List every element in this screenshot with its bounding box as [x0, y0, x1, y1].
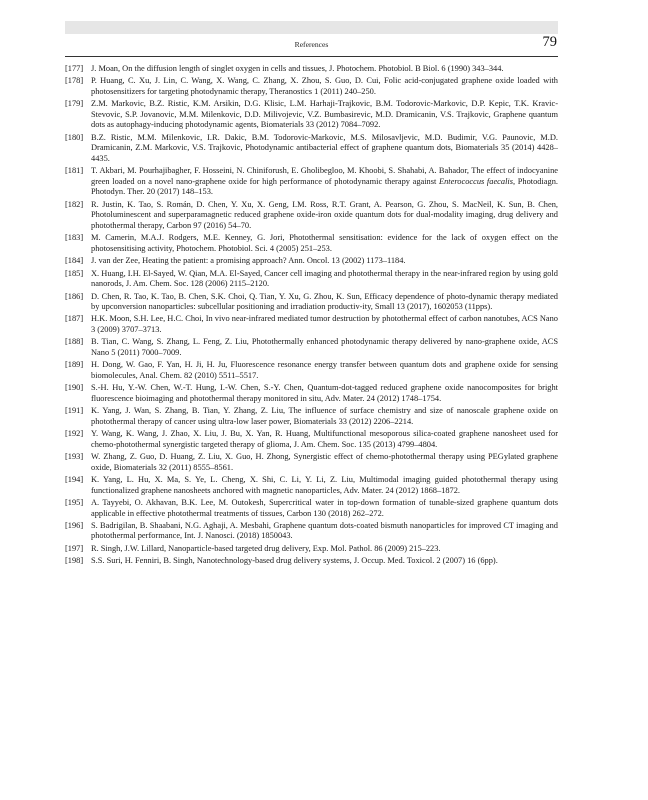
reference-number: [185]	[65, 268, 84, 278]
reference-text: D. Chen, R. Tao, K. Tao, B. Chen, S.K. Choi, Q. Tian, Y. Xu, G. Zhou, K. Sun, Efficacy dependence of photo-dynamic therapy mediated by upconversion nanoparticles: subcellular positioning and irradiation productiv-ity, Small 13 (2017), 1602053 (11pps).	[91, 291, 558, 312]
reference-text: B. Tian, C. Wang, S. Zhang, L. Feng, Z. Liu, Photothermally enhanced photodynamic therapy delivered by nano-graphene oxide, ACS Nano 5 (2011) 7000–7009.	[91, 337, 558, 357]
reference-text: J. van der Zee, Heating the patient: a promising approach? Ann. Oncol. 13 (2002) 1173–1184.	[91, 256, 406, 266]
reference-text: K. Yang, L. Hu, X. Ma, S. Ye, L. Cheng, X. Shi, C. Li, Y. Li, Z. Liu, Multimodal imaging guided photothermal therapy using functionalized graphene nanosheets anchored with magnetic nanoparticles, Adv. Mater. 24 (2012) 1868–1872.	[91, 475, 558, 495]
reference-text: W. Zhang, Z. Guo, D. Huang, Z. Liu, X. Guo, H. Zhong, Synergistic effect of chemo-photothermal therapy using PEGylated graphene oxide, Biomaterials 32 (2011) 8555–8561.	[91, 452, 558, 472]
reference-number: [190]	[65, 383, 84, 393]
reference-item	[65, 406, 558, 427]
reference-text: R. Justin, K. Tao, S. Román, D. Chen, Y. Xu, X. Geng, I.M. Ross, R.T. Grant, A. Pearson, G. Zhou, S. MacNeil, K. Sun, B. Chen, Photoluminescent and superparamagnetic reduced graphene oxide-iron oxide quantum dots for dual-modality imaging, drug delivery and photothermal therapy, Carbon 97 (2016) 54–70.	[91, 199, 558, 230]
reference-number: [178]	[65, 76, 84, 86]
reference-item	[65, 544, 558, 555]
reference-number: [177]	[65, 64, 84, 73]
reference-number: [186]	[65, 291, 84, 301]
reference-text: X. Huang, I.H. El-Sayed, W. Qian, M.A. El-Sayed, Cancer cell imaging and photothermal therapy in the near-infrared region by using gold nanorods, J. Am. Chem. Soc. 128 (2006) 2115–2120.	[91, 268, 558, 289]
reference-number: [181]	[65, 166, 84, 176]
reference-number: [193]	[65, 452, 84, 462]
reference-text: Y. Wang, K. Wang, J. Zhao, X. Liu, J. Bu, X. Yan, R. Huang, Multifunctional mesoporous silica-coated graphene nanosheet used for chemo-photothermal synergistic targeted therapy of glioma, J. Am. Chem. Soc. 135 (2013) 4799–4804.	[91, 429, 558, 449]
reference-list	[65, 64, 558, 569]
reference-number: [197]	[65, 543, 84, 553]
reference-text: R. Singh, J.W. Lillard, Nanoparticle-based targeted drug delivery, Exp. Mol. Pathol. 86 (2009) 215–223.	[91, 543, 441, 553]
reference-item	[65, 337, 558, 358]
reference-item	[65, 452, 558, 473]
reference-number: [188]	[65, 337, 84, 347]
reference-number: [196]	[65, 520, 84, 530]
reference-number: [187]	[65, 314, 84, 324]
reference-item	[65, 556, 558, 567]
reference-number: [192]	[65, 429, 84, 439]
reference-item	[65, 76, 558, 97]
reference-item	[65, 99, 558, 131]
reference-item	[65, 133, 558, 165]
reference-item	[65, 383, 558, 404]
reference-number: [179]	[65, 99, 84, 109]
reference-text: P. Huang, C. Xu, J. Lin, C. Wang, X. Wang, C. Zhang, X. Zhou, S. Guo, D. Cui, Folic acid-conjugated graphene oxide loaded with photosensitizers for targeting photodynamic therapy, Theranostics 1 (2011) 240–250.	[91, 76, 558, 96]
reference-item	[65, 233, 558, 254]
reference-item	[65, 360, 558, 381]
reference-text: S.-H. Hu, Y.-W. Chen, W.-T. Hung, I.-W. Chen, S.-Y. Chen, Quantum-dot-tagged reduced graphene oxide nanocomposites for bright fluorescence bioimaging and photothermal therapy monitored in situ, Adv. Mater. 24 (2012) 1748–1754.	[91, 383, 558, 403]
reference-text: A. Tayyebi, O. Akhavan, B.K. Lee, M. Outokesh, Supercritical water in top-down formation of tunable-sized graphene quantum dots applicable in effective photothermal treatments of tissues, Carbon 130 (2018) 262–272.	[91, 497, 558, 518]
reference-item	[65, 166, 558, 198]
reference-number: [183]	[65, 233, 84, 243]
reference-item	[65, 521, 558, 542]
reference-text	[91, 166, 558, 198]
running-title: References	[294, 40, 329, 49]
reference-item	[65, 314, 558, 335]
running-header	[65, 34, 558, 57]
reference-item	[65, 498, 558, 519]
reference-number: [184]	[65, 256, 84, 266]
reference-text: S.S. Suri, H. Fenniri, B. Singh, Nanotechnology-based drug delivery systems, J. Occup. Med. Toxicol. 2 (2007) 16 (6pp).	[91, 556, 498, 566]
reference-number: [194]	[65, 475, 84, 485]
header-band	[65, 21, 558, 34]
reference-item	[65, 292, 558, 313]
reference-item	[65, 475, 558, 496]
species-name: Enterococcus faecalis	[439, 176, 513, 186]
reference-number: [189]	[65, 360, 84, 370]
reference-item	[65, 256, 558, 267]
reference-text-part: T. Akbari, M. Pourhajibagher, F. Hosseini, N. Chiniforush, E. Gholibegloo, M. Khoobi, S. Shahabi, A. Bahador, The effect of indocyanine green loaded on a novel nano-graphene oxide for high performance of photodynamic therapy against	[91, 166, 558, 186]
reference-text: J. Moan, On the diffusion length of singlet oxygen in cells and tissues, J. Photochem. Photobiol. B Biol. 6 (1990) 343–344.	[91, 64, 504, 73]
reference-item	[65, 64, 558, 75]
reference-text: Z.M. Markovic, B.Z. Ristic, K.M. Arsikin, D.G. Klisic, L.M. Harhaji-Trajkovic, B.M. Todorovic-Markovic, D.P. Kepic, T.K. Kravic-Stevovic, S.P. Jovanovic, M.M. Milenkovic, D.D. Milivojevic, V.Z. Bumbasirevic, M.D. Dramicanin, V.S. Trajkovic, Graphene quantum dots as autophagy-inducing photodynamic agents, Biomaterials 33 (2012) 7084–7092.	[91, 99, 558, 130]
reference-number: [182]	[65, 199, 84, 209]
reference-text-part: , Photodiagn. Photodyn. Ther. 20 (2017) 148–153.	[91, 176, 558, 197]
reference-text: K. Yang, J. Wan, S. Zhang, B. Tian, Y. Zhang, Z. Liu, The influence of surface chemistry and size of nanoscale graphene oxide on photothermal therapy of cancer using ultra-low laser power, Biomaterials 33 (2012) 2206–2214.	[91, 406, 558, 426]
reference-text: S. Badrigilan, B. Shaabani, N.G. Aghaji, A. Mesbahi, Graphene quantum dots-coated bismuth nanoparticles for improved CT imaging and photothermal performance, Int. J. Nanosci. (2018) 1850043.	[91, 520, 558, 541]
reference-item	[65, 200, 558, 232]
reference-item	[65, 429, 558, 450]
reference-text: H. Dong, W. Gao, F. Yan, H. Ji, H. Ju, Fluorescence resonance energy transfer between quantum dots and graphene oxide for sensing biomolecules, Anal. Chem. 82 (2010) 5511–5517.	[91, 360, 558, 380]
reference-item	[65, 269, 558, 290]
reference-text: M. Camerin, M.A.J. Rodgers, M.E. Kenney, G. Jori, Photothermal sensitisation: evidence for the lack of oxygen effect on the photosensitising activity, Photochem. Photobiol. Sci. 4 (2005) 251–253.	[91, 233, 558, 253]
page-number: 79	[542, 34, 557, 50]
reference-number: [191]	[65, 406, 84, 416]
reference-text: H.K. Moon, S.H. Lee, H.C. Choi, In vivo near-infrared mediated tumor destruction by photothermal effect of carbon nanotubes, ACS Nano 3 (2009) 3707–3713.	[91, 314, 558, 335]
reference-text: B.Z. Ristic, M.M. Milenkovic, I.R. Dakic, B.M. Todorovic-Markovic, M.S. Milosavljevic, M.D. Budimir, V.G. Paunovic, M.D. Dramicanin, Z.M. Markovic, V.S. Trajkovic, Photodynamic antibacterial effect of graphene quantum dots, Biomaterials 35 (2014) 4428–4435.	[91, 132, 558, 163]
reference-number: [198]	[65, 556, 84, 566]
reference-number: [195]	[65, 497, 84, 507]
reference-number: [180]	[65, 132, 84, 142]
